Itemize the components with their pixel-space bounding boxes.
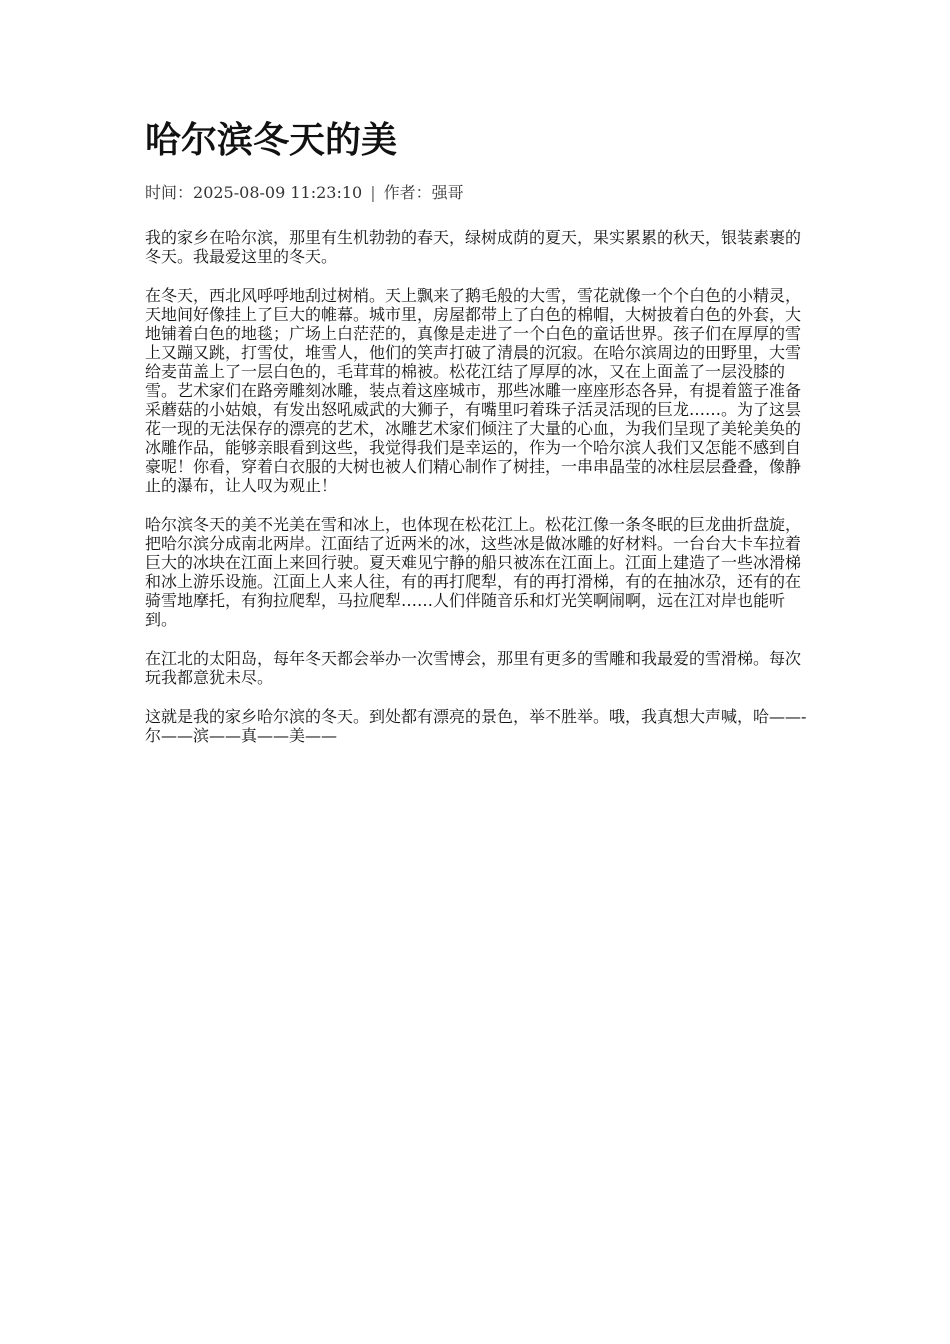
paragraph: 在冬天，西北风呼呼地刮过树梢。天上飘来了鹅毛般的大雪，雪花就像一个个白色的小精灵，天地间好像挂上了巨大的帷幕。城市里，房屋都带上了白色的棉帽，大树披着白色的外套，大地铺着白色的地毯；广场上白茫茫的，真像是走进了一个白色的童话世界。孩子们在厚厚的雪上又蹦又跳，打雪仗，堆雪人，他们的笑声打破了清晨的沉寂。在哈尔滨周边的田野里，大雪给麦苗盖上了一层白色的，毛茸茸的棉被。松花江结了厚厚的冰，又在上面盖了一层没膝的雪。艺术家们在路旁雕刻冰雕，装点着这座城市，那些冰雕一座座形态各异，有提着篮子准备采蘑菇的小姑娘，有发出怒吼威武的大狮子，有嘴里叼着珠子活灵活现的巨龙……。为了这昙花一现的无法保存的漂亮的艺术，冰雕艺术家们倾注了大量的心血，为我们呈现了美轮美奂的冰雕作品，能够亲眼看到这些，我觉得我们是幸运的，作为一个哈尔滨人我们又怎能不感到自豪呢！你看，穿着白衣服的大树也被人们精心制作了树挂，一串串晶莹的冰柱层层叠叠，像静止的瀑布，让人叹为观止！ <box>145 286 802 495</box>
article-title: 哈尔滨冬天的美 <box>145 120 398 161</box>
paragraph: 这就是我的家乡哈尔滨的冬天。到处都有漂亮的景色，举不胜举。哦，我真想大声喊，哈——-尔——滨——真——美—— <box>145 707 807 745</box>
author-name: 强哥 <box>431 183 464 202</box>
paragraph: 哈尔滨冬天的美不光美在雪和冰上，也体现在松花江上。松花江像一条冬眠的巨龙曲折盘旋，把哈尔滨分成南北两岸。江面结了近两米的冰，这些冰是做冰雕的好材料。一台台大卡车拉着巨大的冰块在江面上来回行驶。夏天难见宁静的船只被冻在江面上。江面上建造了一些冰滑梯和冰上游乐设施。江面上人来人往，有的再打爬犁，有的再打滑梯，有的在抽冰尕，还有的在骑雪地摩托，有狗拉爬犁，马拉爬犁……人们伴随音乐和灯光笑啊闹啊，远在江对岸也能听到。 <box>145 515 802 629</box>
author-label: 作者： <box>383 183 432 202</box>
article-meta <box>145 182 464 204</box>
paragraph: 在江北的太阳岛，每年冬天都会举办一次雪博会，那里有更多的雪雕和我最爱的雪滑梯。每次玩我都意犹未尽。 <box>145 649 802 687</box>
publish-time: 2025-08-09 11:23:10 <box>193 183 363 202</box>
article-body <box>145 228 810 765</box>
meta-separator: | <box>370 183 376 202</box>
paragraph: 我的家乡在哈尔滨，那里有生机勃勃的春天，绿树成荫的夏天，果实累累的秋天，银装素裹的冬天。我最爱这里的冬天。 <box>145 228 802 266</box>
time-label: 时间： <box>145 183 194 202</box>
